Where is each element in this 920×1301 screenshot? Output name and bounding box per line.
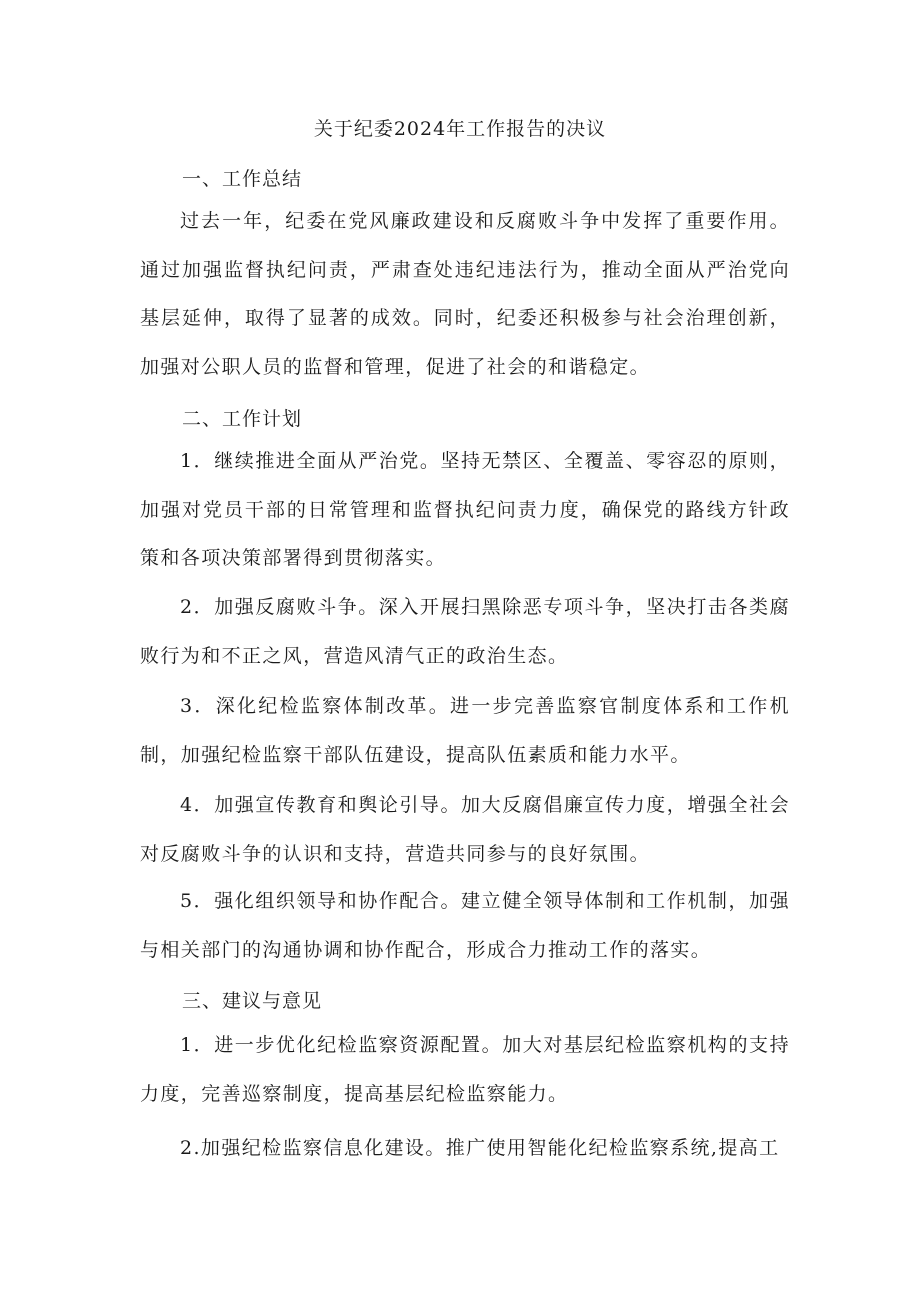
paragraph-plan-2: 2．加强反腐败斗争。深入开展扫黑除恶专项斗争，坚决打击各类腐败行为和不正之风，营造风清气正的政治生态。 bbox=[140, 596, 790, 667]
paragraph-suggestion-1: 1．进一步优化纪检监察资源配置。加大对基层纪检监察机构的支持力度，完善巡察制度，提高基层纪检监察能力。 bbox=[140, 1034, 790, 1105]
paragraph-plan-3: 3．深化纪检监察体制改革。进一步完善监察官制度体系和工作机制，加强纪检监察干部队伍建设，提高队伍素质和能力水平。 bbox=[140, 695, 790, 766]
paragraph-plan-4: 4．加强宣传教育和舆论引导。加大反腐倡廉宣传力度，增强全社会对反腐败斗争的认识和支持，营造共同参与的良好氛围。 bbox=[140, 794, 790, 865]
section-heading-suggestions: 三、建议与意见 bbox=[182, 990, 323, 1012]
document-title: 关于纪委2024年工作报告的决议 bbox=[313, 118, 607, 140]
section-heading-summary: 一、工作总结 bbox=[182, 168, 303, 190]
section-heading-plan: 二、工作计划 bbox=[182, 408, 303, 430]
paragraph-suggestion-2: 2.加强纪检监察信息化建设。推广使用智能化纪检监察系统,提高工 bbox=[180, 1137, 780, 1159]
paragraph-plan-5: 5．强化组织领导和协作配合。建立健全领导体制和工作机制，加强与相关部门的沟通协调和协作配合，形成合力推动工作的落实。 bbox=[140, 890, 790, 961]
paragraph-plan-1: 1．继续推进全面从严治党。坚持无禁区、全覆盖、零容忍的原则，加强对党员干部的日常管理和监督执纪问责力度，确保党的路线方针政策和各项决策部署得到贯彻落实。 bbox=[140, 450, 790, 569]
paragraph-summary: 过去一年，纪委在党风廉政建设和反腐败斗争中发挥了重要作用。通过加强监督执纪问责，严肃查处违纪违法行为，推动全面从严治党向基层延伸，取得了显著的成效。同时，纪委还积极参与社会治理创新，加强对公职人员的监督和管理，促进了社会的和谐稳定。 bbox=[140, 210, 790, 378]
